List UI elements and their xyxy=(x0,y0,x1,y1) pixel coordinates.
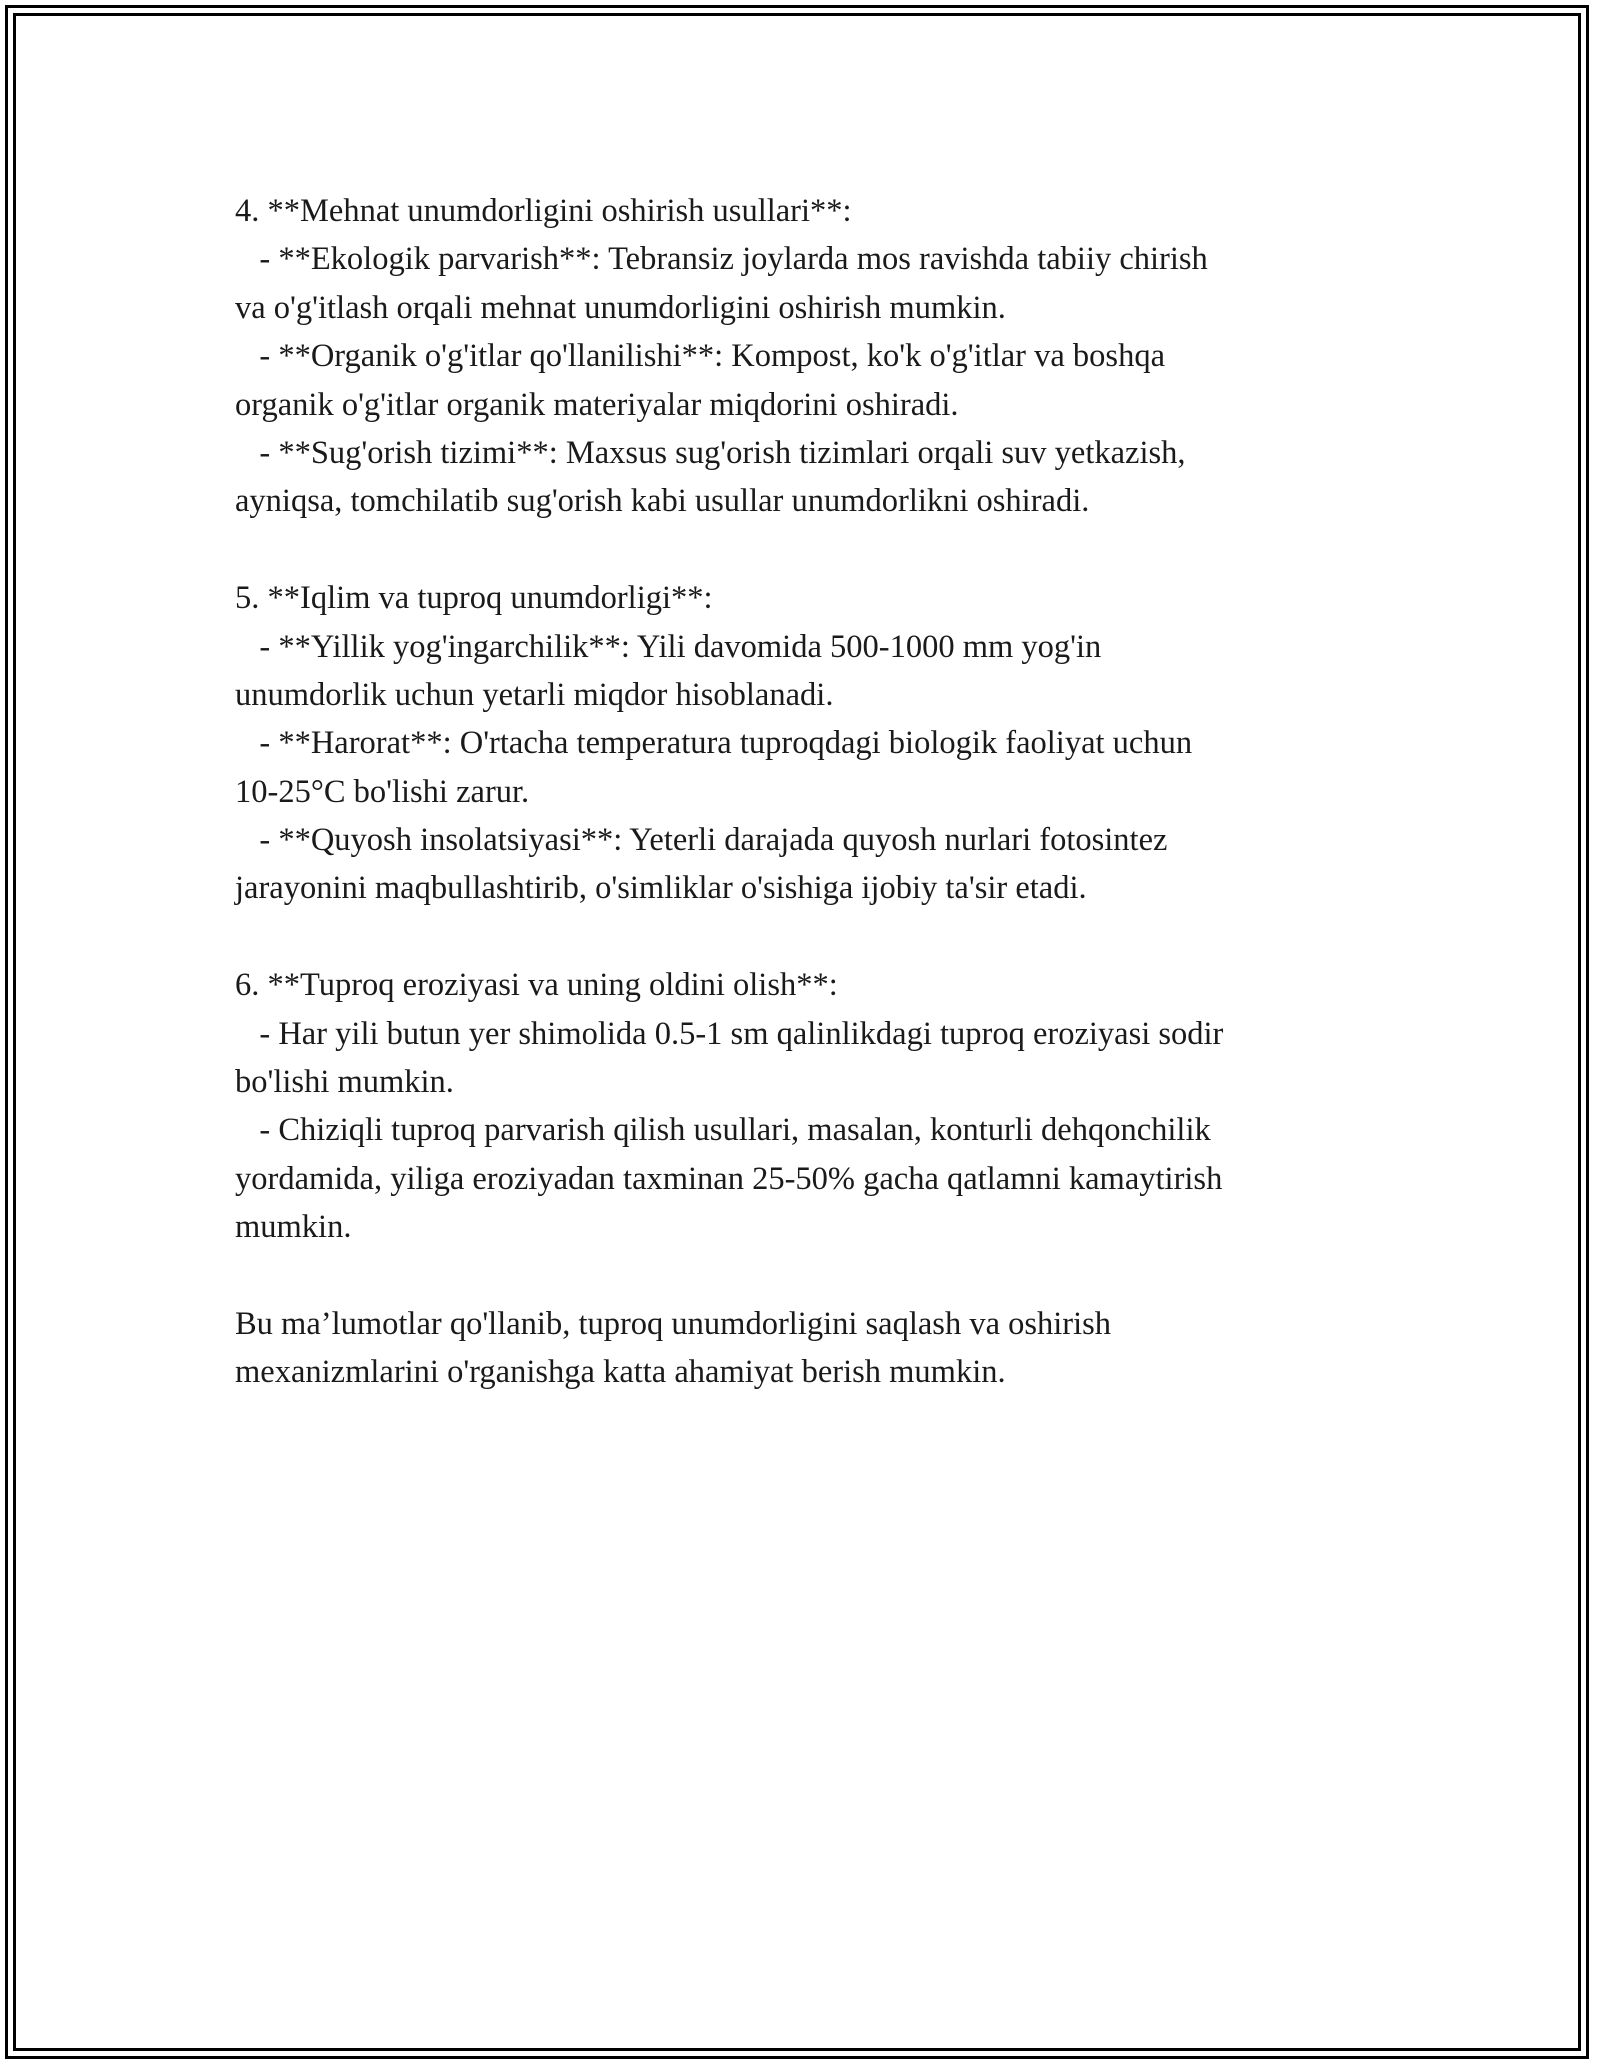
paragraph-gap xyxy=(235,1252,1365,1300)
section-6-soil-erosion xyxy=(235,961,1365,1251)
section-5-climate-fertility xyxy=(235,574,1365,913)
bullet-line: - **Sug'orish tizimi**: Maxsus sug'orish tizimlari orqali suv yetkazish, xyxy=(235,434,1186,471)
section-heading: 6. **Tuproq eroziyasi va uning oldini olish**: xyxy=(235,967,838,1004)
text-line: mumkin. xyxy=(235,1209,352,1246)
bullet-line: - Chiziqli tuproq parvarish qilish usullari, masalan, konturli dehqonchilik xyxy=(235,1112,1211,1149)
text-line: unumdorlik uchun yetarli miqdor hisoblanadi. xyxy=(235,676,834,713)
section-heading: 5. **Iqlim va tuproq unumdorligi**: xyxy=(235,580,713,617)
text-line: mexanizmlarini o'rganishga katta ahamiyat berish mumkin. xyxy=(235,1354,1006,1391)
bullet-line: - **Organik o'g'itlar qo'llanilishi**: Kompost, ko'k o'g'itlar va boshqa xyxy=(235,338,1165,375)
text-line: 10-25°C bo'lishi zarur. xyxy=(235,773,530,810)
paragraph-gap xyxy=(235,913,1365,961)
bullet-line: - **Quyosh insolatsiyasi**: Yeterli darajada quyosh nurlari fotosintez xyxy=(235,822,1168,859)
bullet-line: - **Ekologik parvarish**: Tebransiz joylarda mos ravishda tabiiy chirish xyxy=(235,241,1208,278)
section-4-productivity-methods xyxy=(235,187,1365,526)
text-line: bo'lishi mumkin. xyxy=(235,1064,454,1101)
bullet-line: - **Harorat**: O'rtacha temperatura tuproqdagi biologik faoliyat uchun xyxy=(235,725,1193,762)
text-line: ayniqsa, tomchilatib sug'orish kabi usullar unumdorlikni oshiradi. xyxy=(235,483,1090,520)
paragraph-gap xyxy=(235,526,1365,574)
section-heading: 4. **Mehnat unumdorligini oshirish usullari**: xyxy=(235,193,852,229)
bullet-line: - Har yili butun yer shimolida 0.5-1 sm qalinlikdagi tuproq eroziyasi sodir xyxy=(235,1015,1224,1052)
text-line: jarayonini maqbullashtirib, o'simliklar o'sishiga ijobiy ta'sir etadi. xyxy=(235,870,1087,907)
text-line: va o'g'itlash orqali mehnat unumdorligini oshirish mumkin. xyxy=(235,289,1006,326)
text-line: Bu ma’lumotlar qo'llanib, tuproq unumdorligini saqlash va oshirish xyxy=(235,1305,1112,1342)
bullet-line: - **Yillik yog'ingarchilik**: Yili davomida 500-1000 mm yog'in xyxy=(235,628,1102,665)
document-body xyxy=(235,187,1365,1397)
text-line: organik o'g'itlar organik materiyalar miqdorini oshiradi. xyxy=(235,386,959,423)
text-line: yordamida, yiliga eroziyadan taxminan 25-50% gacha qatlamni kamaytirish xyxy=(235,1160,1223,1197)
conclusion-paragraph xyxy=(235,1300,1365,1397)
